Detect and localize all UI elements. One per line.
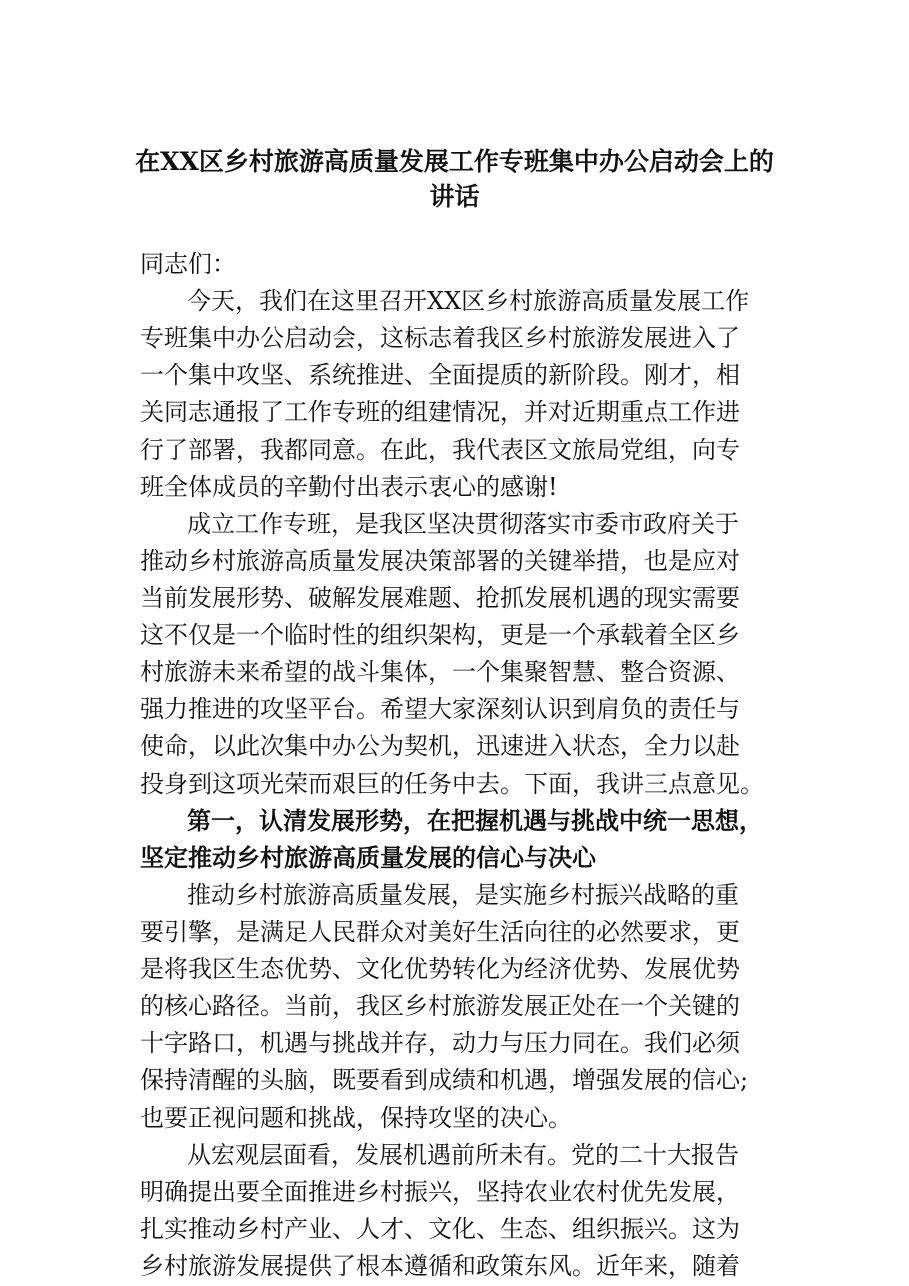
paragraph-line: 推动乡村旅游高质量发展决策部署的关键举措，也是应对 (140, 547, 740, 575)
paragraph-line: 是将我区生态优势、文化优势转化为经济优势、发展优势 (140, 955, 740, 983)
paragraph-line: 班全体成员的辛勤付出表示衷心的感谢! (140, 473, 558, 501)
paragraph-line: 乡村旅游发展提供了根本遵循和政策东风。近年来，随着 (140, 1252, 740, 1280)
paragraph-line: 的核心路径。当前，我区乡村旅游发展正处在一个关键的 (140, 992, 740, 1020)
paragraph-line: 当前发展形势、破解发展难题、抢抓发展机遇的现实需要 (140, 584, 740, 612)
paragraph-line: 也要正视问题和挑战，保持攻坚的决心。 (140, 1104, 572, 1132)
paragraph-line: 关同志通报了工作专班的组建情况，并对近期重点工作进 (140, 398, 740, 426)
paragraph-line: 要引擎，是满足人民群众对美好生活向往的必然要求，更 (140, 918, 740, 946)
paragraph-line: 一个集中攻坚、系统推进、全面提质的新阶段。刚才，相 (140, 361, 740, 389)
paragraph-line: 行了部署，我都同意。在此，我代表区文旅局党组，向专 (140, 436, 740, 464)
paragraph-line: 使命，以此次集中办公为契机，迅速进入状态，全力以赴 (140, 732, 740, 760)
paragraph-line: 从宏观层面看，发展机遇前所未有。党的二十大报告 (187, 1141, 739, 1169)
document-title-line-2: 讲话 (429, 182, 480, 211)
paragraph-line: 扎实推动乡村产业、人才、文化、生态、组织振兴。这为 (140, 1215, 740, 1243)
paragraph-line: 今天，我们在这里召开XX区乡村旅游高质量发展工作 (187, 287, 750, 315)
paragraph-line: 保持清醒的头脑，既要看到成绩和机遇，增强发展的信心; (140, 1066, 749, 1094)
paragraph-line: 强力推进的攻坚平台。希望大家深刻认识到肩负的责任与 (140, 695, 740, 723)
paragraph-line: 投身到这项光荣而艰巨的任务中去。下面，我讲三点意见。 (140, 770, 764, 798)
section-heading-line: 第一，认清发展形势，在把握机遇与挑战中统一思想， (187, 807, 763, 835)
paragraph-line: 推动乡村旅游高质量发展，是实施乡村振兴战略的重 (187, 881, 739, 909)
document-title-line-1: 在XX区乡村旅游高质量发展工作专班集中办公启动会上的 (135, 147, 774, 176)
paragraph-line: 十字路口，机遇与挑战并存，动力与压力同在。我们必须 (140, 1029, 740, 1057)
paragraph-line: 成立工作专班，是我区坚决贯彻落实市委市政府关于 (187, 510, 739, 538)
paragraph-line: 专班集中办公启动会，这标志着我区乡村旅游发展进入了 (140, 324, 740, 352)
salutation: 同志们： (140, 250, 236, 278)
section-heading-line: 坚定推动乡村旅游高质量发展的信心与决心 (140, 844, 596, 872)
paragraph-line: 村旅游未来希望的战斗集体，一个集聚智慧、整合资源、 (140, 658, 740, 686)
paragraph-line: 这不仅是一个临时性的组织架构，更是一个承载着全区乡 (140, 621, 740, 649)
paragraph-line: 明确提出要全面推进乡村振兴，坚持农业农村优先发展， (140, 1178, 740, 1206)
